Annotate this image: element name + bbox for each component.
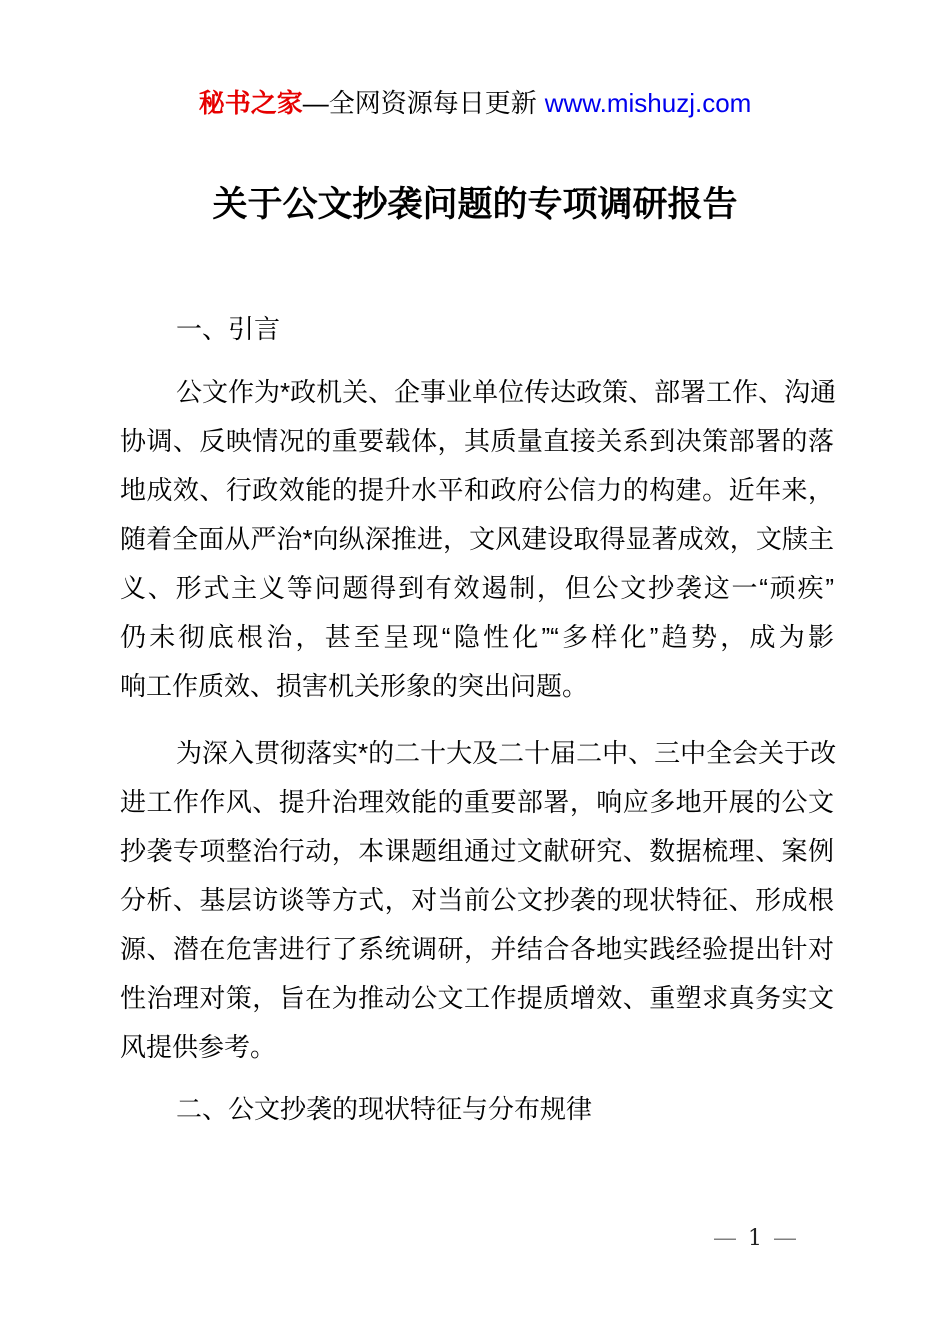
paragraph-line: 义、形式主义等问题得到有效遏制，但公文抄袭这一“顽疾” [120, 573, 834, 603]
site-header [0, 0, 950, 122]
paragraph-line: 风提供参考。 [120, 1032, 277, 1062]
paragraph-line: 随着全面从严治*向纵深推进，文风建设取得显著成效，文牍主 [120, 524, 834, 554]
brand-name: 秘书之家 [198, 88, 303, 118]
paragraph-line: 为深入贯彻落实*的二十大及二十届二中、三中全会关于改 [176, 738, 837, 768]
header-url-link[interactable]: www.mishuzj.com [544, 88, 752, 118]
section-heading-current-status: 二、公文抄袭的现状特征与分布规律 [176, 1094, 593, 1124]
paragraph-line: 公文作为*政机关、企事业单位传达政策、部署工作、沟通 [176, 377, 837, 407]
paragraph-line: 响工作质效、损害机关形象的突出问题。 [120, 671, 589, 701]
page-number-value: 1 [748, 1226, 762, 1251]
paragraph-line: 分析、基层访谈等方式，对当前公文抄袭的现状特征、形成根 [120, 885, 834, 915]
paragraph-line: 进工作作风、提升治理效能的重要部署，响应多地开展的公文 [120, 787, 834, 817]
document-body [120, 305, 837, 1134]
page-number [714, 1222, 796, 1255]
paragraph-1 [120, 368, 837, 711]
page-number-dash-right: — [774, 1225, 796, 1250]
paragraph-line: 协调、反映情况的重要载体，其质量直接关系到决策部署的落 [120, 426, 834, 456]
paragraph-line: 抄袭专项整治行动，本课题组通过文献研究、数据梳理、案例 [120, 836, 834, 866]
paragraph-line: 源、潜在危害进行了系统调研，并结合各地实践经验提出针对 [120, 934, 834, 964]
section-heading-introduction: 一、引言 [176, 314, 281, 344]
page-number-dash-left: — [714, 1225, 736, 1250]
paragraph-line: 仍未彻底根治，甚至呈现“隐性化”“多样化”趋势，成为影 [120, 622, 834, 652]
paragraph-line: 性治理对策，旨在为推动公文工作提质增效、重塑求真务实文 [120, 983, 834, 1013]
header-tagline: —全网资源每日更新 [302, 88, 537, 118]
document-title: 关于公文抄袭问题的专项调研报告 [212, 185, 738, 224]
paragraph-2 [120, 729, 837, 1072]
paragraph-line: 地成效、行政效能的提升水平和政府公信力的构建。近年来， [120, 475, 834, 505]
